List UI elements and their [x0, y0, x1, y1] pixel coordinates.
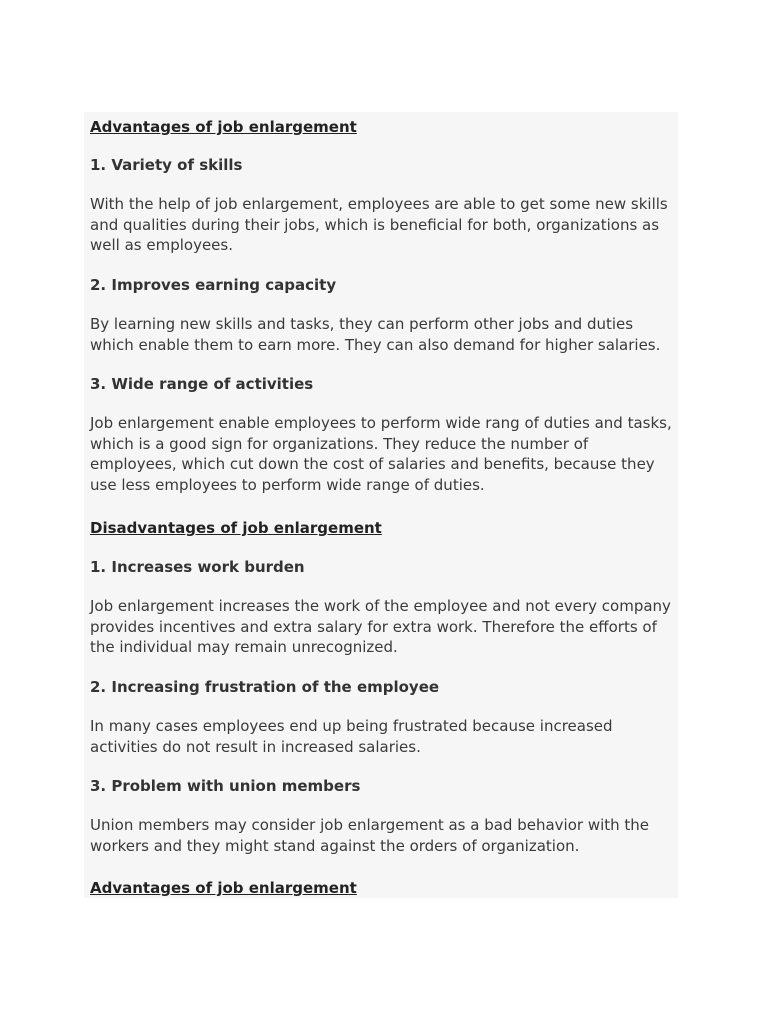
disadvantages-heading: Disadvantages of job enlargement — [90, 519, 382, 537]
text-line: With the help of job enlargement, employees are able to get some new skills — [90, 195, 668, 213]
text-line: well as employees. — [90, 236, 233, 255]
advantage-3-title: 3. Wide range of activities — [90, 375, 314, 393]
advantage-1-title: 1. Variety of skills — [90, 156, 243, 174]
text-line: Union members may consider job enlargement as a bad behavior with the — [90, 816, 650, 834]
advantage-1-text — [90, 194, 678, 256]
text-line: In many cases employees end up being frustrated because increased — [90, 717, 613, 735]
disadvantage-3-text — [90, 815, 678, 856]
text-line: which is a good sign for organizations. They reduce the number of — [90, 434, 589, 453]
advantages-heading: Advantages of job enlargement — [90, 118, 357, 136]
text-line: use less employees to perform wide range of duties. — [90, 476, 485, 495]
text-line: which enable them to earn more. They can also demand for higher salaries. — [90, 335, 661, 354]
text-line: Job enlargement increases the work of the employee and not every company — [90, 597, 671, 615]
advantage-2-text — [90, 314, 678, 355]
disadvantage-2-title: 2. Increasing frustration of the employee — [90, 678, 440, 696]
text-line: employees, which cut down the cost of salaries and benefits, because they — [90, 455, 655, 474]
text-line: the individual may remain unrecognized. — [90, 638, 398, 657]
text-line: By learning new skills and tasks, they can perform other jobs and duties — [90, 315, 634, 333]
document-content — [84, 112, 678, 898]
text-line: provides incentives and extra salary for extra work. Therefore the efforts of — [90, 617, 657, 636]
text-line: Job enlargement enable employees to perform wide rang of duties and tasks, — [90, 414, 672, 432]
disadvantage-1-text — [90, 596, 678, 658]
disadvantage-2-text — [90, 716, 678, 757]
text-line: workers and they might stand against the orders of organization. — [90, 836, 580, 855]
text-line: activities do not result in increased salaries. — [90, 737, 421, 756]
disadvantage-1-title: 1. Increases work burden — [90, 558, 305, 576]
advantage-3-text — [90, 413, 678, 496]
advantage-2-title: 2. Improves earning capacity — [90, 276, 337, 294]
repeat-advantages-heading: Advantages of job enlargement — [90, 879, 357, 897]
disadvantage-3-title: 3. Problem with union members — [90, 777, 361, 795]
text-line: and qualities during their jobs, which is beneficial for both, organizations as — [90, 215, 660, 234]
